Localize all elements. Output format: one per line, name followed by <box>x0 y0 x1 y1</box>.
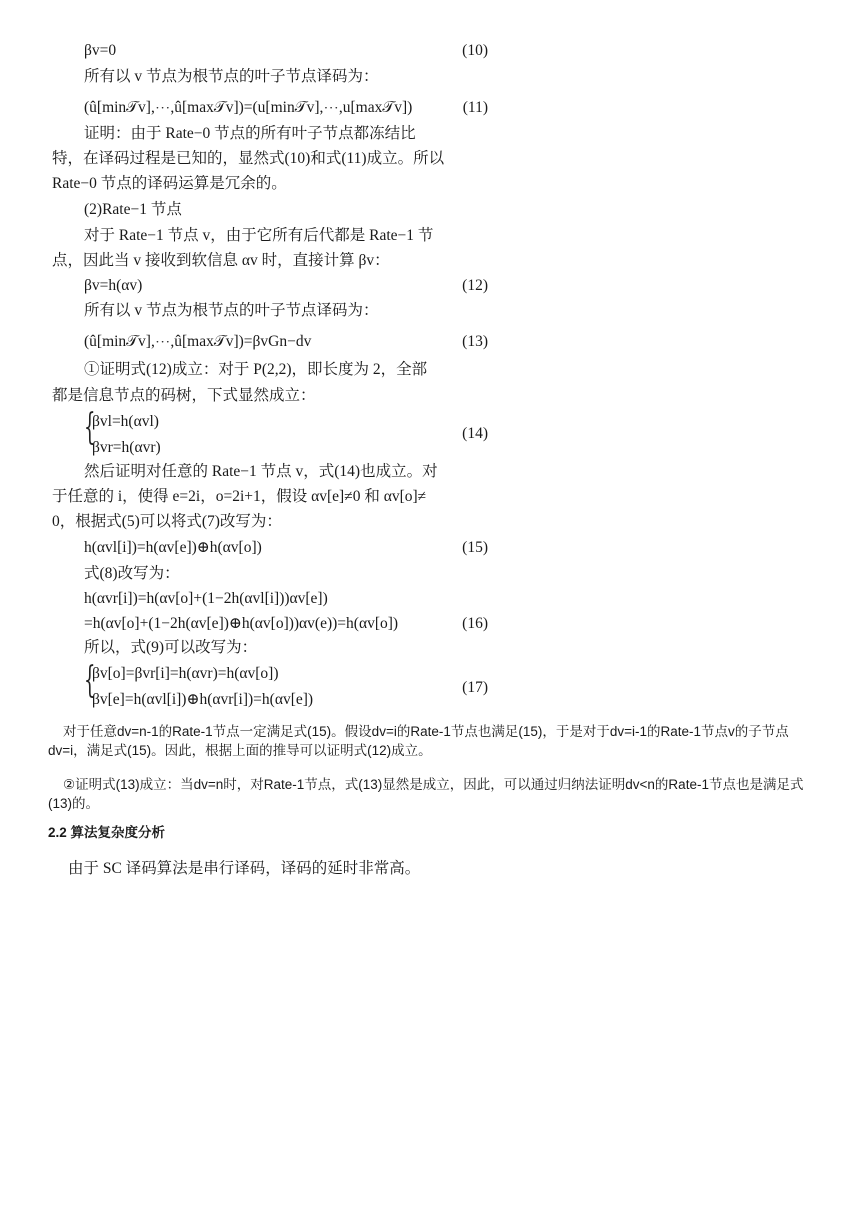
section-heading: 2.2 算法复杂度分析 <box>48 825 166 840</box>
equation-number: (16) <box>462 615 488 632</box>
equation-number: (12) <box>462 277 488 294</box>
text-line: 所有以 v 节点为根节点的叶子节点译码为： <box>84 68 379 85</box>
equation-12: βv=h(αv) <box>84 277 143 294</box>
text-line: 然后证明对任意的 Rate−1 节点 v，式(14)也成立。对 <box>84 463 438 480</box>
section-label: (2)Rate−1 节点 <box>84 201 182 218</box>
text-line: 式(8)改写为： <box>84 565 180 582</box>
equation-13: (û[min𝒯v],⋯,û[max𝒯v])=βvGn−dv <box>84 333 312 350</box>
text-line: 由于 SC 译码算法是串行译码，译码的延时非常高。 <box>68 860 421 877</box>
equation-number: (17) <box>462 679 488 696</box>
equation-14-line-1: βvl=h(αvl) <box>92 413 159 430</box>
text-line: 所有以 v 节点为根节点的叶子节点译码为： <box>84 302 379 319</box>
text-line: 都是信息节点的码树，下式显然成立： <box>52 387 316 404</box>
equation-17-line-1: βv[o]=βvr[i]=h(αvr)=h(αv[o]) <box>92 665 279 682</box>
equation-number: (11) <box>462 99 488 116</box>
left-brace: { <box>84 660 96 701</box>
equation-15: h(αvl[i])=h(αv[e])⊕h(αv[o]) <box>84 539 262 556</box>
text-line: 所以，式(9)可以改写为： <box>84 639 258 656</box>
equation-number: (13) <box>462 333 488 350</box>
text-line: Rate−0 节点的译码运算是冗余的。 <box>52 175 287 192</box>
left-brace: { <box>84 407 96 448</box>
text-line: 0，根据式(5)可以将式(7)改写为： <box>52 513 282 530</box>
text-line: 于任意的 i，使得 e=2i，o=2i+1，假设 αv[e]≠0 和 αv[o]≠ <box>52 488 427 505</box>
equation-16-line-1: h(αvr[i])=h(αv[o]+(1−2h(αvl[i]))αv[e]) <box>84 590 328 607</box>
equation-16-line-2: =h(αv[o]+(1−2h(αv[e])⊕h(αv[o]))αv(e))=h(αv[o]) <box>84 615 399 632</box>
equation-number: (10) <box>462 42 488 59</box>
text-line: ①证明式(12)成立：对于 P(2,2)，即长度为 2，全部 <box>84 361 428 378</box>
equation-10: βv=0 <box>84 42 117 59</box>
text-line: 点，因此当 v 接收到软信息 αv 时，直接计算 βv： <box>52 252 390 269</box>
equation-11: (û[min𝒯v],⋯,û[max𝒯v])=(u[min𝒯v],⋯,u[max𝒯v]) <box>84 99 413 116</box>
body-paragraph-2: ②证明式(13)成立：当dv=n时，对Rate-1节点，式(13)显然是成立，因此，可以通过归纳法证明dv<n的Rate-1节点也是满足式(13)的。 <box>48 777 804 811</box>
text-line: 特，在译码过程是已知的，显然式(10)和式(11)成立。所以 <box>52 150 445 167</box>
equation-number: (15) <box>462 539 488 556</box>
body-paragraph-1: 对于任意dv=n-1的Rate-1节点一定满足式(15)。假设dv=i的Rate-1节点也满足(15)，于是对于dv=i-1的Rate-1节点v的子节点dv=i，满足式(15)。因此，根据上面的推导可以证明式(12)成立。 <box>48 724 789 758</box>
text-line: 证明：由于 Rate−0 节点的所有叶子节点都冻结比 <box>84 125 416 142</box>
equation-14-line-2: βvr=h(αvr) <box>92 439 161 456</box>
text-line: 对于 Rate−1 节点 v，由于它所有后代都是 Rate−1 节 <box>84 227 434 244</box>
equation-17-line-2: βv[e]=h(αvl[i])⊕h(αvr[i])=h(αv[e]) <box>92 691 314 708</box>
equation-number: (14) <box>462 425 488 442</box>
